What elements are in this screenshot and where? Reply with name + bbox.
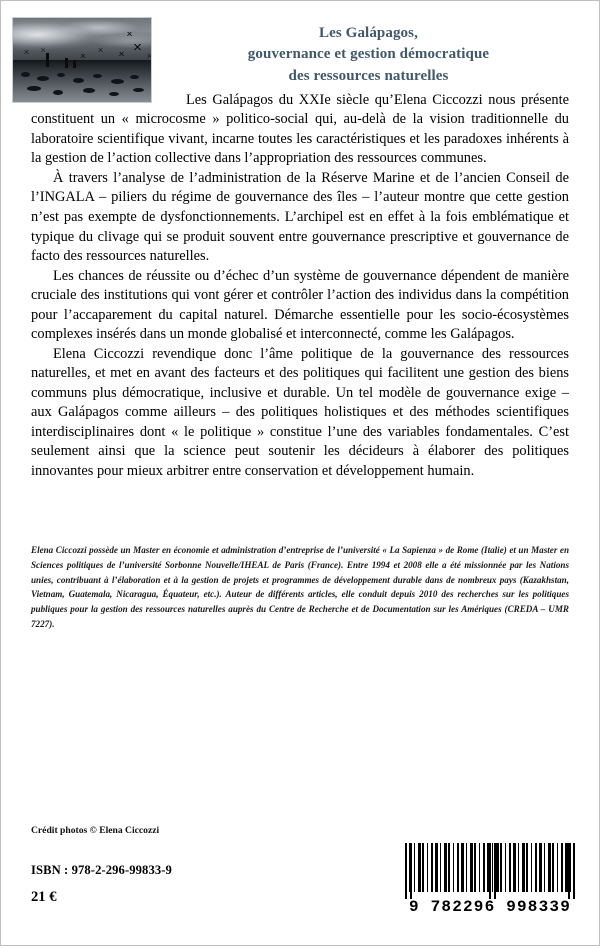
photo-rock-spire xyxy=(65,58,68,68)
photo-bird xyxy=(146,54,152,58)
barcode-guard-bar xyxy=(573,843,575,899)
barcode-digits: 9 782296 998339 xyxy=(408,898,572,916)
barcode-guard-bar xyxy=(405,843,407,899)
photo-shore-detail xyxy=(133,88,144,92)
barcode-guard-bar xyxy=(410,843,412,899)
photo-shore-detail xyxy=(83,88,95,93)
photo-credit: Crédit photos © Elena Ciccozzi xyxy=(31,825,160,836)
price-text: 21 € xyxy=(31,889,57,905)
photo-shore-detail xyxy=(111,79,124,84)
blurb-text xyxy=(1,87,599,481)
photo-bird xyxy=(131,44,144,50)
title-line-1: Les Galápagos, xyxy=(319,25,418,41)
photo-rock-spire xyxy=(46,53,49,67)
photo-shore-detail xyxy=(53,90,63,95)
ean13-barcode xyxy=(405,843,575,921)
cover-footer xyxy=(1,821,599,945)
photo-rock-spire xyxy=(73,60,76,68)
blurb-paragraph: Elena Ciccozzi revendique donc l’âme politique de la gouvernance des ressources naturelles, et met en avant des facteurs et des politiques qui facilitent une gestion des biens communs plus démocratique, inclusive et durable. Un tel modèle de gouvernance exige – aux Galápagos comme ailleurs – des politiques holistiques et des méthodes scientifiques interdisciplinaires dont « le politique » constitue l’une des variables fondamentales. C’est seulement ainsi que la science peut soutenir les décideurs à élaborer des politiques innovantes pour mieux arbitrer entre conservation et développement humain. xyxy=(31,345,569,479)
photo-shore-detail xyxy=(109,92,119,96)
photo-shore-detail xyxy=(27,86,41,91)
title-line-2: gouvernance et gestion démocratique xyxy=(247,46,490,63)
photo-bird xyxy=(40,48,46,52)
barcode-guard-bar xyxy=(489,843,491,899)
photo-bird xyxy=(125,32,134,36)
photo-shore-detail xyxy=(130,75,139,79)
photo-bird xyxy=(97,48,104,52)
photo-shore-detail xyxy=(21,72,30,77)
photo-shore-detail xyxy=(57,73,65,77)
photo-bird xyxy=(79,54,87,58)
photo-shore-detail xyxy=(93,74,102,78)
blurb-paragraph: Les chances de réussite ou d’échec d’un système de gouvernance dépendent de manière cruciale des institutions qui vont gérer et contrôler l’action des individus dans la compétition pour l’accaparement du capital naturel. Démarche essentielle pour les socio-écosystèmes complexes insérés dans un monde globalisé et interconnecté, comme les Galápagos. xyxy=(31,267,569,343)
author-biography xyxy=(1,481,599,631)
author-biography-text: Elena Ciccozzi possède un Master en économie et administration d’entreprise de l’université « La Sapienza » de Rome (Italie) et un Master en Sciences politiques de l’université Sorbonne Nouvelle/IHEAL de Paris (France). Entre 1994 et 2008 elle a été missionnée par les Nations unies, contribuant à l’élaboration et à la gestion de projets et programmes de développement durable dans de nombreux pays (Kazakhstan, Vietnam, Guatemala, Nicaragua, Équateur, etc.). Auteur de différents articles, elle conduit depuis 2010 des recherches sur les politiques publiques pour la gestion des ressources naturelles auprès du Centre de Recherche et de Documentation sur les Amériques (CREDA – UMR 7227). xyxy=(31,545,569,629)
photo-bird xyxy=(117,52,126,56)
cover-photo xyxy=(12,17,152,103)
blurb-paragraph: À travers l’analyse de l’administration de la Réserve Marine et de l’ancien Conseil de l’INGALA – piliers du régime de gouvernance des îles – l’auteur montre que cette gestion n’est pas exempte de dysfonctionnements. L’archipel est en effet à la fois emblématique et typique du clivage qui se produit souvent entre gouvernance prescriptive et gouvernance de facto des ressources naturelles. xyxy=(31,169,569,265)
barcode-guard-bar xyxy=(568,843,570,899)
photo-bird xyxy=(23,50,30,54)
isbn-text: ISBN : 978-2-296-99833-9 xyxy=(31,863,172,877)
photo-shore-detail xyxy=(37,76,49,81)
blurb-paragraph: Les Galápagos du XXIe siècle qu’Elena Ciccozzi nous présente constituent un « microcosme » politico-social qui, au-delà de la vision traditionnelle du laboratoire scientifique vivant, incarne toutes les caractéristiques et les paradoxes inhérents à la gestion de l’action collective dans l’appropriation des ressources communes. xyxy=(31,91,569,167)
photo-shore-detail xyxy=(73,78,84,83)
title-line-3: des ressources naturelles xyxy=(288,67,449,84)
barcode-guard-bar xyxy=(494,843,496,899)
